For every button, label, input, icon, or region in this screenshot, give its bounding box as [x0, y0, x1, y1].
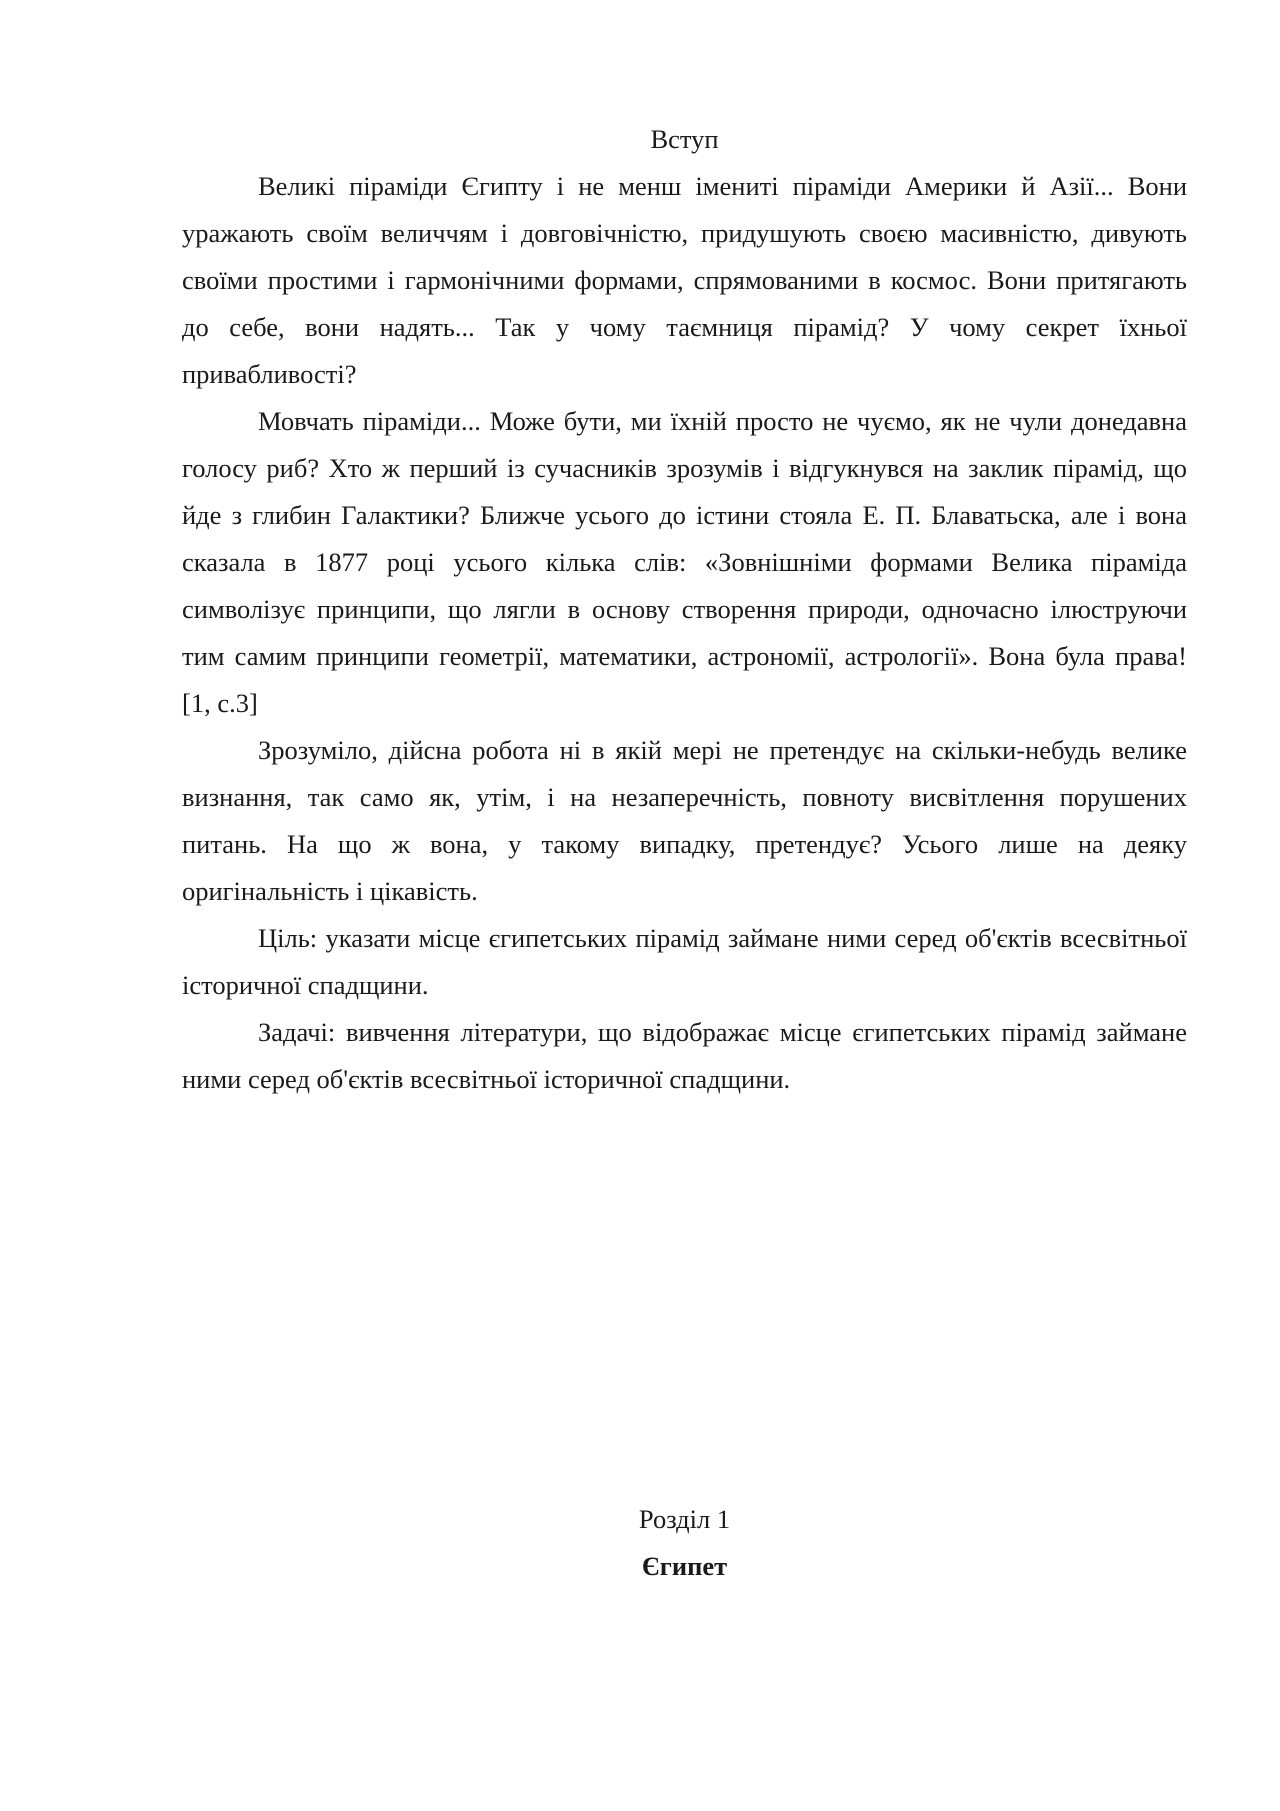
chapter-number: Розділ 1	[638, 1504, 731, 1534]
intro-heading: Вступ	[650, 124, 719, 154]
goal-paragraph: Ціль: указати місце єгипетських пірамід займане ними серед об'єктів всесвітньої історичної спадщини.	[182, 923, 1187, 1000]
intro-paragraph-2: Мовчать піраміди... Може бути, ми їхній просто не чуємо, як не чули донедавна голосу риб? Хто ж перший із сучасників зрозумів і відгукнувся на заклик пірамід, що йде з глибин Галактики? Ближче усього до істини стояла Е. П. Блаватьска, але і вона сказала в 1877 році усього кілька слів: «Зовнішніми формами Велика піраміда символізує принципи, що лягли в основу створення природи, одночасно ілюструючи тим самим принципи геометрії, математики, астрономії, астрології». Вона була права! [1, с.3]	[182, 406, 1187, 718]
intro-section	[182, 116, 1187, 1103]
intro-paragraph-3: Зрозуміло, дійсна робота ні в якій мері не претендує на скільки-небудь велике визнання, так само як, утім, і на незаперечність, повноту висвітлення порушених питань. На що ж вона, у такому випадку, претендує? Усього лише на деяку оригінальність і цікавість.	[182, 735, 1187, 906]
chapter-title: Єгипет	[641, 1551, 728, 1581]
tasks-paragraph: Задачі: вивчення літератури, що відображає місце єгипетських пірамід займане ними серед об'єктів всесвітньої історичної спадщини.	[182, 1017, 1187, 1094]
intro-paragraph-1: Великі піраміди Єгипту і не менш імениті піраміди Америки й Азії... Вони уражають своїм величчям і довговічністю, придушують своєю масивністю, дивують своїми простими і гармонічними формами, спрямованими в космос. Вони притягають до себе, вони надять... Так у чому таємниця пірамід? У чому секрет їхньої привабливості?	[182, 171, 1187, 389]
chapter-heading	[182, 1496, 1187, 1590]
